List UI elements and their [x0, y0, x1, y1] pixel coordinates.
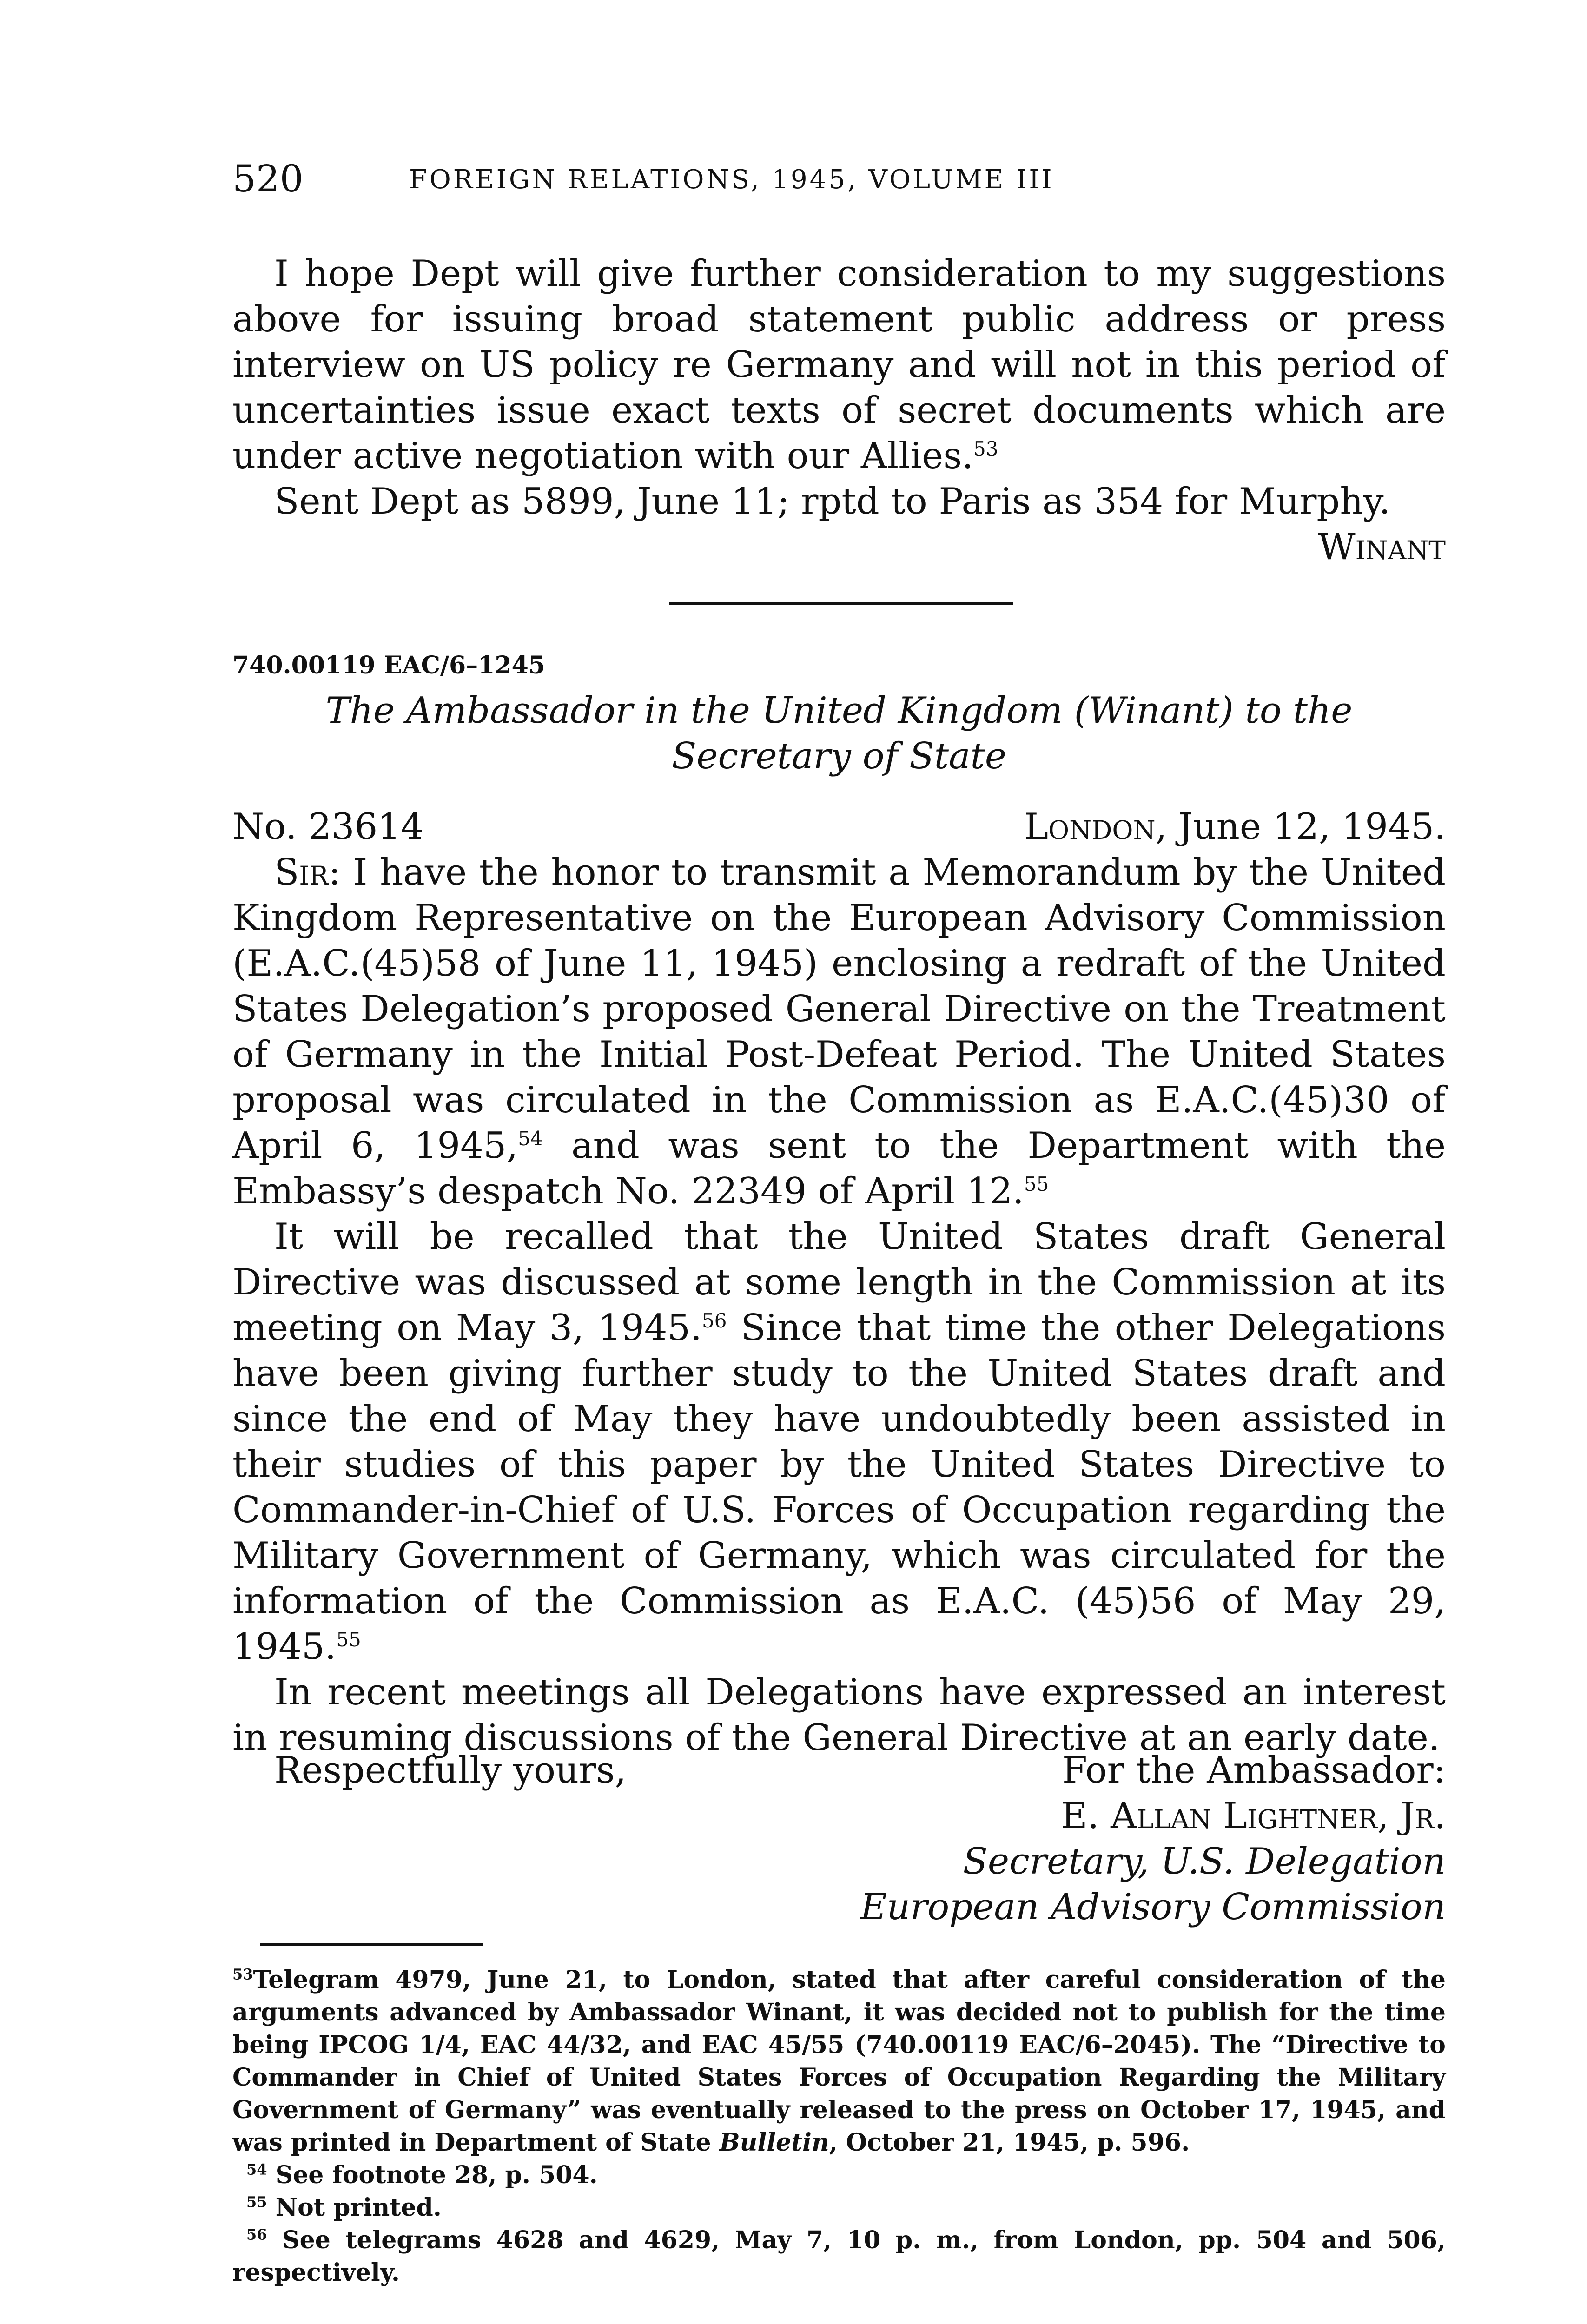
document-title: The Ambassador in the United Kingdom (Winant) to the Secretary of State — [325, 690, 1353, 777]
signer-organization: European Advisory Commission — [860, 1886, 1446, 1928]
date: , June 12, 1945. — [1155, 806, 1446, 848]
letter-paragraph-2: It will be recalled that the United States draft General Directive was discussed at some length in the Commission at its meeting on May 3, 1945.56 Since that time the other Delegations have been giving further study to the United States draft and since the end of May they have undoubtedly been assisted in their studies of this paper by the United States Directive to Commander-in-Chief of U.S. Forces of Occupation regarding the Military Government of Germany, which was circulated for the information of the Commission as E.A.C. (45)56 of May 29, 1945.55 — [232, 1216, 1446, 1668]
letter-body — [232, 850, 1446, 1761]
dateline — [232, 804, 1446, 851]
footnotes — [232, 1964, 1446, 2289]
signer-title: Secretary, U.S. Delegation — [963, 1841, 1446, 1882]
footnote-ref: 54 — [518, 1127, 543, 1150]
telegram-sent-line: Sent Dept as 5899, June 11; rptd to Paris as 354 for Murphy. — [274, 481, 1391, 522]
letter-paragraph-1: Sir: I have the honor to transmit a Memorandum by the United Kingdom Representative on the European Advisory Commission (E.A.C.(45)58 of June 11, 1945) enclosing a redraft of the United States Delegation’s proposed General Directive on the Treatment of Germany in the Initial Post-Defeat Period. The United States proposal was circulated in the Commission as E.A.C.(45)30 of April 6, 1945,54 and was sent to the Department with the Embassy’s despatch No. 22349 of April 12.55 — [232, 852, 1446, 1212]
telegram-signature: Winant — [1318, 526, 1446, 568]
place-date — [1024, 804, 1446, 850]
for-line: For the Ambassador: — [1062, 1750, 1446, 1791]
footnote-ref: 55 — [1024, 1173, 1049, 1195]
running-head — [232, 153, 1446, 209]
signer-name: E. Allan Lightner, Jr. — [1061, 1795, 1446, 1837]
running-head-title: FOREIGN RELATIONS, 1945, VOLUME III — [409, 165, 1054, 195]
letter-paragraph-3: In recent meetings all Delegations have expressed an interest in resuming discussions of the General Directive at an early date. — [232, 1671, 1446, 1759]
telegram-paragraph: I hope Dept will give further consideration to my suggestions above for issuing broad statement public address or press interview on US policy re Germany and will not in this period of uncertainties issue exact texts of secret documents which are under active negotiation with our Allies.$^{53}$ — [232, 253, 1446, 477]
footnote-54: $^{54}$ See footnote 28, p. 504. — [246, 2160, 598, 2189]
closing: Respectfully yours, — [274, 1750, 627, 1791]
section-divider — [669, 602, 1013, 605]
despatch-number: No. 23614 — [232, 806, 424, 848]
signature-block — [232, 1793, 1446, 1933]
footnote-ref: 56 — [701, 1309, 727, 1332]
footnote-53: $^{53}$Telegram 4979, June 21, to London, stated that after careful consideration of the arguments advanced by Ambassador Winant, it was decided not to publish for the time being IPCOG 1/4, EAC 44/32, and EAC 45/55 (740.00119 EAC/6–2045). The “Directive to Commander in Chief of United States Forces of Occupation Regarding the Military Government of Germany” was eventually released to the press on October 17, 1945, and was printed in Department of State Bulletin, October 21, 1945, p. 596. — [232, 1965, 1446, 2157]
salutation: Sir — [274, 852, 329, 893]
page-number: 520 — [232, 157, 304, 200]
footnote-56: $^{56}$ See telegrams 4628 and 4629, May 7, 10 p. m., from London, pp. 504 and 506, respectively. — [232, 2225, 1446, 2287]
footnote-ref: 55 — [336, 1628, 361, 1651]
footnote-55: $^{55}$ Not printed. — [246, 2193, 442, 2222]
footnote-divider — [260, 1943, 483, 1946]
place: London — [1024, 806, 1156, 848]
footnote-ref: 53 — [973, 437, 998, 460]
telegram-body — [232, 251, 1446, 570]
file-code: 740.00119 EAC/6–1245 — [232, 651, 545, 680]
closing-row — [232, 1748, 1446, 1794]
